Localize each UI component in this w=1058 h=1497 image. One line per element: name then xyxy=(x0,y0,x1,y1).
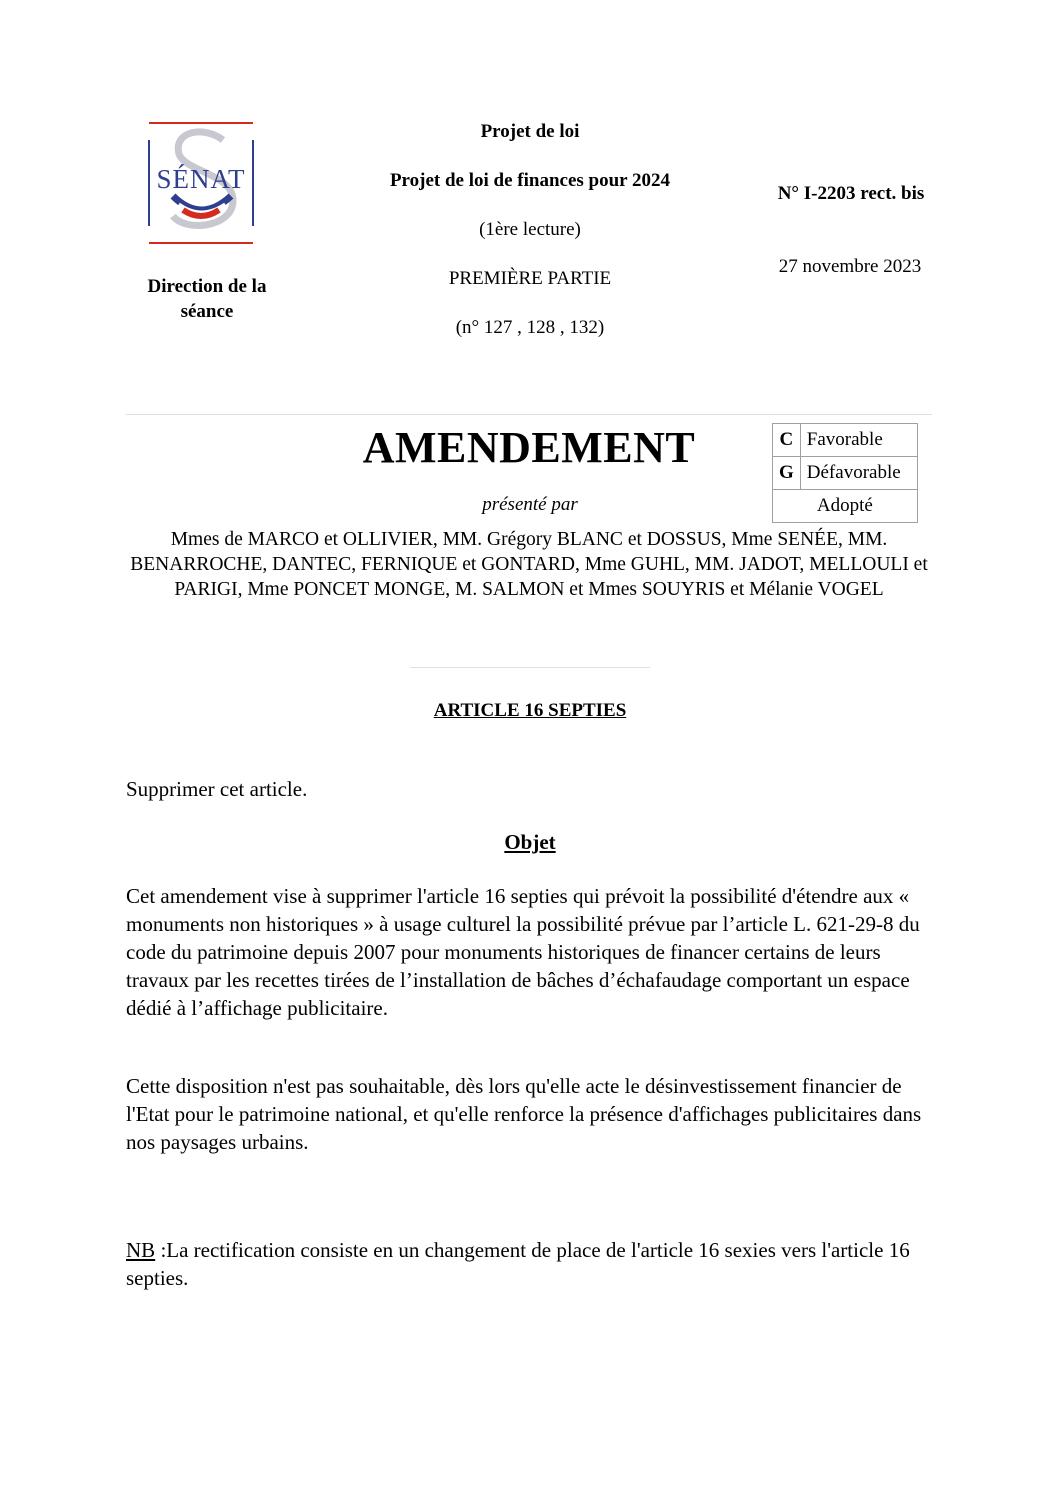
dispositif: Supprimer cet article. xyxy=(126,777,308,801)
objet-paragraph: Cette disposition n'est pas souhaitable, dès lors qu'elle acte le désinvestissement financier de l'Etat pour le patrimoine national, et qu'elle renforce la présence d'affichages publicitaires dans nos paysages urbains. xyxy=(126,1074,922,1154)
senat-logo xyxy=(145,120,257,246)
amendment-number: N° I-2203 rect. bis xyxy=(777,183,925,204)
header-center xyxy=(330,120,730,365)
objet-paragraph: Cet amendement vise à supprimer l'article 16 septies qui prévoit la possibilité d'étendre aux « monuments non historiques » à usage culturel la possibilité prévue par l’article L. 621-29-8 du code du patrimoine depuis 2007 pour monuments historiques de financer certains de leurs travaux par les recettes tirées de l’installation de bâches d’échafaudage comportant un espace dédié à l’affichage publicitaire. xyxy=(126,884,920,1020)
direction-label: Direction de la séance xyxy=(147,276,267,322)
status-result-row xyxy=(773,490,918,523)
status-row xyxy=(773,457,918,490)
bill-title: Projet de loi de finances pour 2024 xyxy=(389,170,671,191)
status-row xyxy=(773,424,918,457)
status-code: G xyxy=(773,457,801,490)
status-code: C xyxy=(773,424,801,457)
separator xyxy=(410,667,650,668)
presented-by: présenté par xyxy=(482,494,578,515)
status-label: Favorable xyxy=(800,424,917,457)
status-table xyxy=(772,423,918,523)
nb-note xyxy=(126,1236,936,1292)
bill-type: Projet de loi xyxy=(480,121,580,142)
authors: Mmes de MARCO et OLLIVIER, MM. Grégory BLANC et DOSSUS, Mme SENÉE, MM. BENARROCHE, DANTEC, FERNIQUE et GONTARD, Mme GUHL, MM. JADOT, MELLOULI et PARIGI, Mme PONCET MONGE, M. SALMON et Mmes SOUYRIS et Mélanie VOGEL xyxy=(130,529,928,600)
separator xyxy=(126,414,932,415)
logo-text: SÉNAT xyxy=(156,164,246,194)
status-result: Adopté xyxy=(773,490,918,523)
document-title: AMENDEMENT xyxy=(362,423,696,472)
reading: (1ère lecture) xyxy=(479,219,581,240)
bill-numbers: (n° 127 , 128 , 132) xyxy=(455,317,605,338)
status-label: Défavorable xyxy=(800,457,917,490)
nb-label: NB xyxy=(126,1238,156,1262)
part: PREMIÈRE PARTIE xyxy=(448,268,612,289)
amendment-date: 27 novembre 2023 xyxy=(778,256,922,277)
nb-text: :La rectification consiste en un changement de place de l'article 16 sexies vers l'article 16 septies. xyxy=(126,1238,910,1290)
article-heading: ARTICLE 16 SEPTIES xyxy=(433,700,627,721)
objet-heading: Objet xyxy=(504,830,556,854)
